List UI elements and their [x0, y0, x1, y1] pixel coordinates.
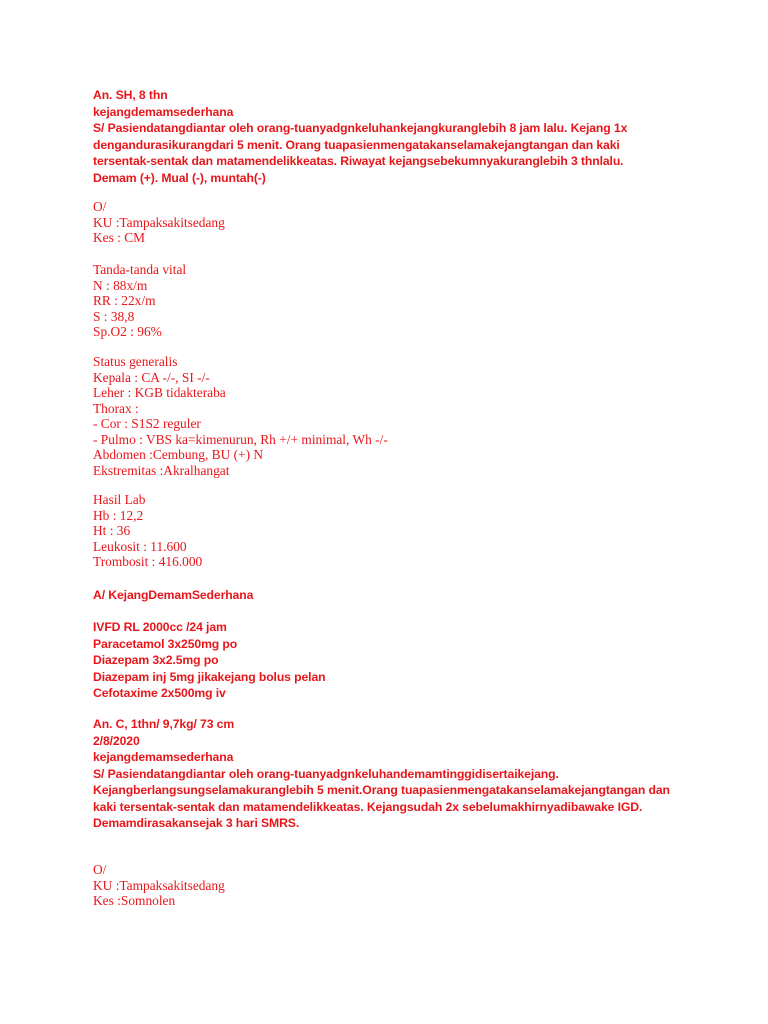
vitals-title: Tanda-tanda vital: [93, 262, 187, 277]
status-kepala: Kepala : CA -/-, SI -/-: [93, 369, 210, 385]
lab-hb: Hb : 12,2: [93, 507, 144, 523]
lab-leukosit: Leukosit : 11.600: [93, 538, 187, 554]
case2-diagnosis-title: kejangdemamsederhana: [93, 750, 234, 764]
status-leher: Leher : KGB tidakteraba: [93, 385, 226, 400]
case1-diagnosis-title: kejangdemamsederhana: [93, 104, 234, 119]
vital-s: S : 38,8: [93, 308, 135, 324]
case2-header-block: [93, 716, 693, 832]
vital-spo2: Sp.O2 : 96%: [93, 324, 162, 339]
status-cor: - Cor : S1S2 reguler: [93, 416, 201, 431]
status-thorax: Thorax :: [93, 400, 139, 416]
plan-item: Paracetamol 3x250mg po: [93, 636, 238, 651]
lab-title: Hasil Lab: [93, 492, 146, 507]
status-generalis-title: Status generalis: [93, 354, 178, 369]
case2-patient-header: An. C, 1thn/ 9,7kg/ 73 cm: [93, 717, 235, 731]
case2-objective-label: O/: [93, 862, 107, 877]
case1-objective-block: [93, 199, 693, 246]
case2-kes: Kes :Somnolen: [93, 893, 176, 908]
case2-objective-block: [93, 862, 693, 909]
case1-assessment-block: [93, 587, 693, 604]
case1-header-block: [93, 87, 693, 186]
status-pulmo: - Pulmo : VBS ka=kimenurun, Rh +/+ minimal, Wh -/-: [93, 431, 388, 447]
case2-ku: KU :Tampaksakitsedang: [93, 877, 225, 893]
plan-item: Cefotaxime 2x500mg iv: [93, 686, 226, 700]
case1-kes: Kes : CM: [93, 230, 146, 245]
case1-assessment: A/ KejangDemamSederhana: [93, 588, 254, 602]
case2-subjective: S/ Pasiendatangdiantar oleh orang-tuanyadgnkeluhandemamtinggidisertaikejang. Kejangberlangsungselamakuranglebih 5 menit.Orang tuapasienmengatakanselamakejangtangan dan kaki tersentak-sentak dan matamendelikkeatas. Kejangsudah 2x sebelumakhirnyadibawake IGD. Demamdirasakansejak 3 hari SMRS.: [93, 766, 670, 830]
plan-item: Diazepam inj 5mg jikakejang bolus pelan: [93, 669, 326, 684]
plan-item: IVFD RL 2000cc /24 jam: [93, 620, 227, 634]
case1-vitals-block: [93, 262, 693, 340]
status-abdomen: Abdomen :Cembung, BU (+) N: [93, 447, 264, 462]
case1-patient-header: An. SH, 8 thn: [93, 88, 168, 102]
case1-objective-label: O/: [93, 199, 107, 214]
case1-subjective: S/ Pasiendatangdiantar oleh orang-tuanyadgnkeluhankejangkuranglebih 8 jam lalu. Kejang 1x dengandurasikurangdari 5 menit. Orang tuapasienmengatakanselamakejangtangan dan kaki tersentak-sentak dan matamendelikkeatas. Riwayat kejangsebekumnyakuranglebih 3 thnlalu. Demam (+). Mual (-), muntah(-): [93, 121, 628, 185]
case1-ku: KU :Tampaksakitsedang: [93, 214, 225, 230]
case1-lab-block: [93, 492, 693, 570]
plan-item: Diazepam 3x2.5mg po: [93, 653, 219, 667]
case1-status-generalis-block: [93, 354, 693, 478]
case2-date: 2/8/2020: [93, 733, 140, 748]
case1-plan-block: [93, 619, 693, 702]
lab-trombosit: Trombosit : 416.000: [93, 554, 203, 569]
vital-n: N : 88x/m: [93, 277, 148, 293]
lab-ht: Ht : 36: [93, 523, 131, 538]
vital-rr: RR : 22x/m: [93, 293, 156, 308]
status-ekstremitas: Ekstremitas :Akralhangat: [93, 462, 230, 478]
